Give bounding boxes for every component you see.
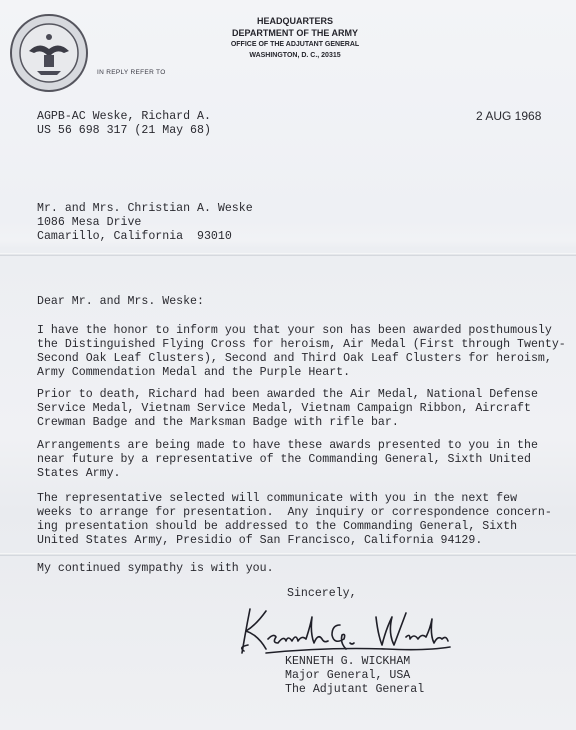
body-line: the Distinguished Flying Cross for heroism, Air Medal (First through Twenty-	[37, 338, 566, 351]
body-line: My continued sympathy is with you.	[37, 562, 274, 575]
signer-title: The Adjutant General	[285, 683, 425, 696]
letterhead-line: OFFICE OF THE ADJUTANT GENERAL	[230, 41, 360, 48]
body-line: ing presentation should be addressed to the Commanding General, Sixth	[37, 520, 518, 533]
signer-rank: Major General, USA	[285, 669, 411, 682]
body-line: States Army.	[37, 467, 121, 480]
body-line: Army Commendation Medal and the Purple Heart.	[37, 366, 351, 379]
address-line: Mr. and Mrs. Christian A. Weske	[37, 202, 253, 215]
body-line: near future by a representative of the Commanding General, Sixth United	[37, 453, 531, 466]
handwritten-signature	[236, 603, 456, 661]
paper-fold	[0, 553, 576, 556]
body-line: Second Oak Leaf Clusters), Second and Third Oak Leaf Clusters for heroism,	[37, 352, 552, 365]
body-line: The representative selected will communicate with you in the next few	[37, 492, 518, 505]
paper-fold	[0, 253, 576, 256]
body-line: weeks to arrange for presentation. Any inquiry or correspondence concern-	[37, 506, 552, 519]
letterhead-line: WASHINGTON, D. C., 20315	[249, 52, 341, 59]
body-line: Crewman Badge and the Marksman Badge with rifle bar.	[37, 416, 399, 429]
body-line: I have the honor to inform you that your son has been awarded posthumously	[37, 324, 552, 337]
address-line: 1086 Mesa Drive	[37, 216, 142, 229]
letterhead-line: DEPARTMENT OF THE ARMY	[232, 28, 358, 38]
letterhead-line: HEADQUARTERS	[256, 16, 333, 26]
letterhead	[190, 15, 400, 61]
body-line: Service Medal, Vietnam Service Medal, Vietnam Campaign Ribbon, Aircraft	[37, 402, 531, 415]
salutation: Dear Mr. and Mrs. Weske:	[37, 295, 204, 308]
refer-label: IN REPLY REFER TO	[97, 69, 166, 76]
body-line: Prior to death, Richard had been awarded the Air Medal, National Defense	[37, 388, 538, 401]
reference-line: US 56 698 317 (21 May 68)	[37, 124, 211, 137]
letter-date: 2 AUG 1968	[476, 109, 542, 123]
address-line: Camarillo, California 93010	[37, 230, 232, 243]
reference-line: AGPB-AC Weske, Richard A.	[37, 110, 211, 123]
department-seal-icon	[9, 13, 89, 93]
closing: Sincerely,	[287, 587, 357, 600]
body-line: Arrangements are being made to have these awards presented to you in the	[37, 439, 538, 452]
body-line: United States Army, Presidio of San Francisco, California 94129.	[37, 534, 483, 547]
signer-name: KENNETH G. WICKHAM	[285, 655, 411, 668]
